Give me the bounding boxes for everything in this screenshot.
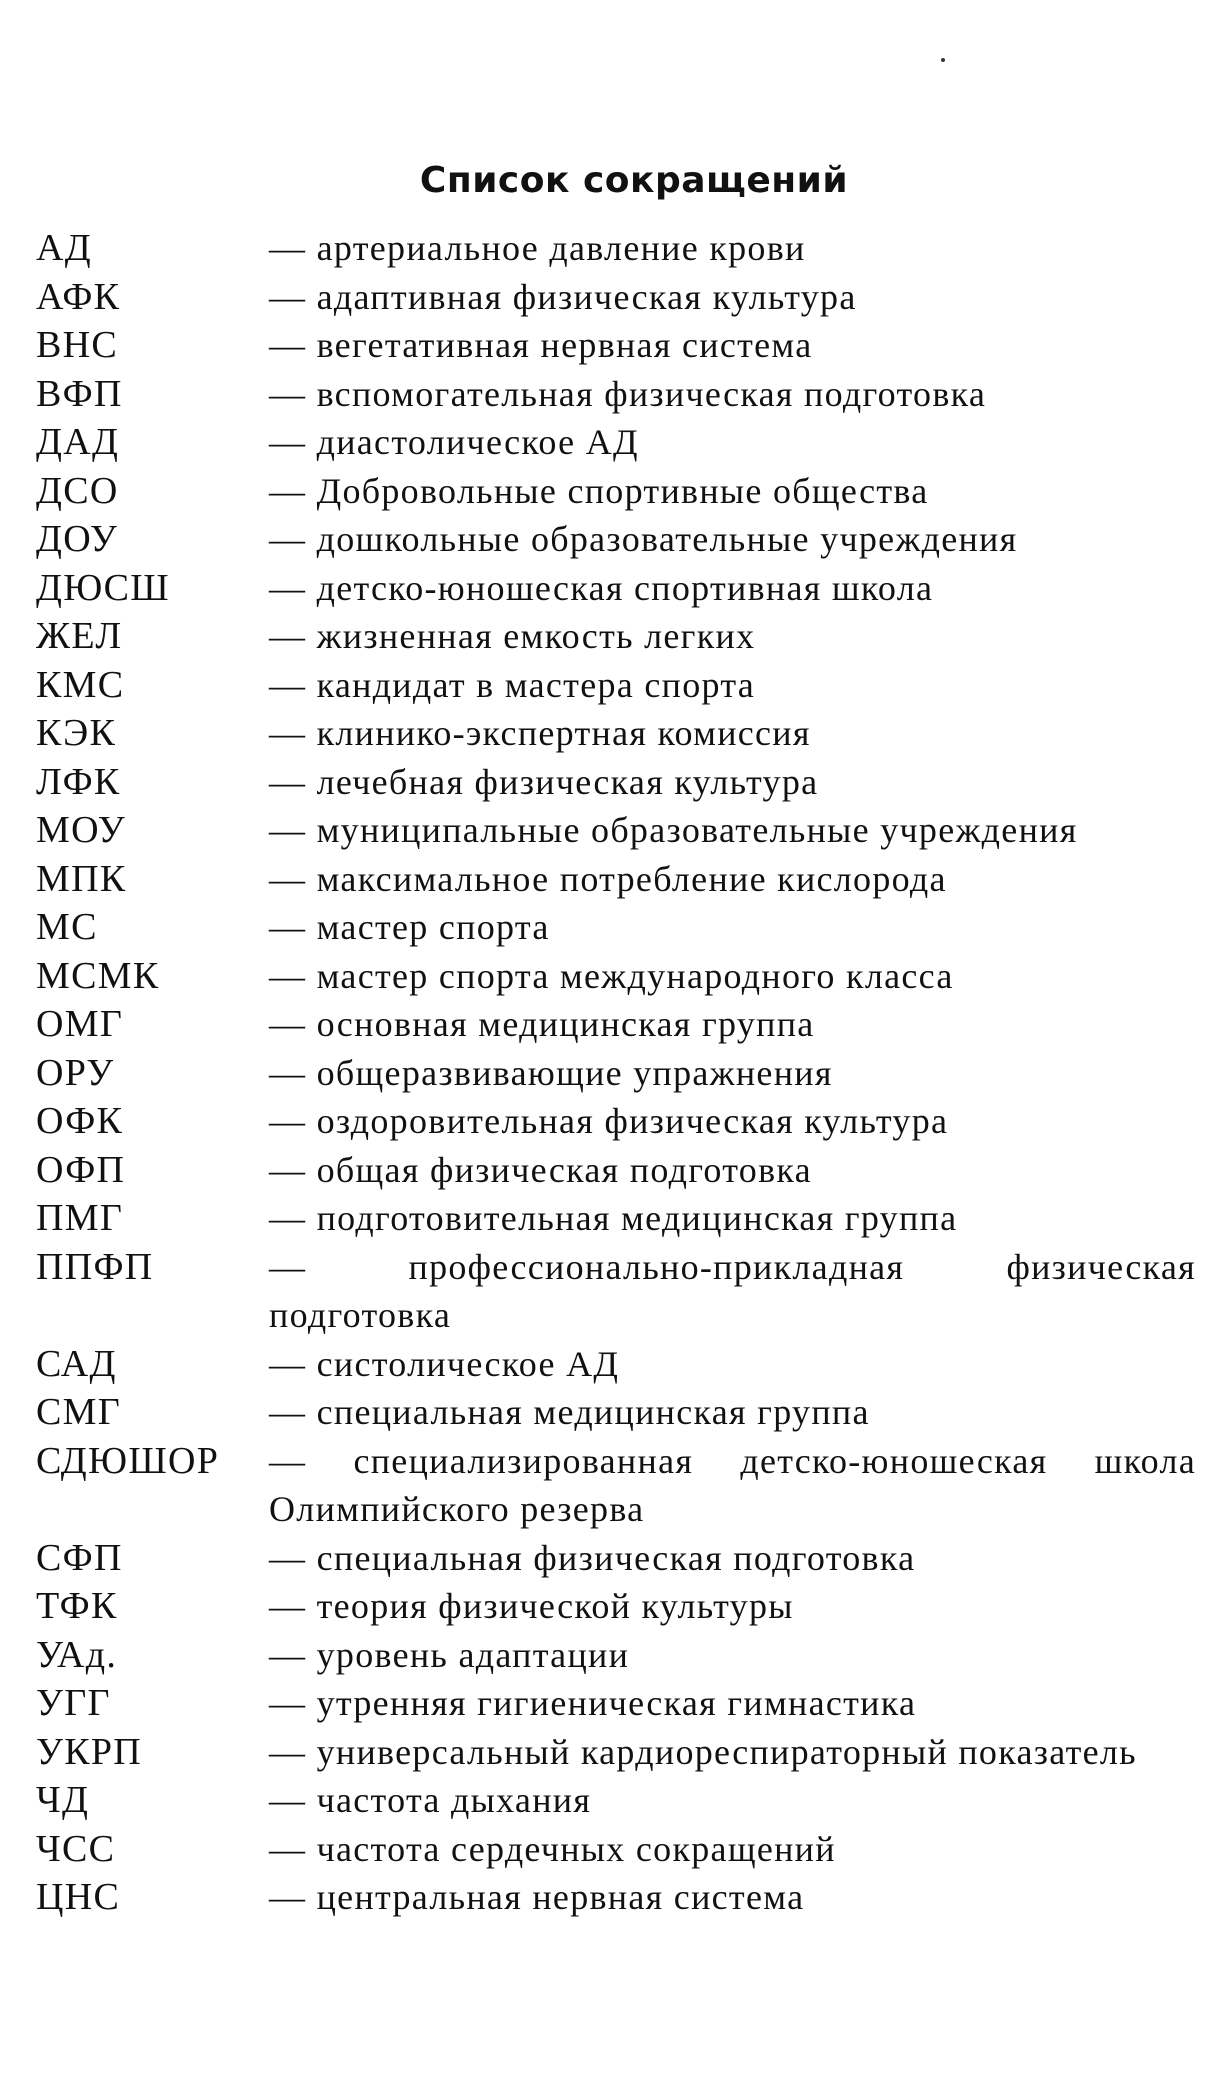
abbreviation-definition: — вспомогательная физическая подготовка bbox=[269, 373, 987, 414]
abbreviation-row bbox=[36, 952, 1196, 1001]
abbreviation-row bbox=[36, 1194, 1196, 1243]
abbreviation-term: АД bbox=[36, 227, 92, 269]
abbreviation-row bbox=[36, 661, 1196, 710]
abbreviation-term: ПМГ bbox=[36, 1197, 124, 1239]
abbreviation-definition: — подготовительная медицинская группа bbox=[269, 1198, 958, 1238]
abbreviation-definition: — частота сердечных сокращений bbox=[269, 1828, 836, 1869]
abbreviation-term: УГГ bbox=[36, 1682, 111, 1724]
abbreviation-definition: — вегетативная нервная система bbox=[269, 325, 813, 365]
abbreviation-term: ДАД bbox=[36, 421, 120, 463]
abbreviation-row bbox=[36, 855, 1196, 904]
abbreviation-row bbox=[36, 1534, 1196, 1583]
abbreviation-row bbox=[36, 612, 1196, 661]
abbreviation-term: ОФК bbox=[36, 1100, 124, 1142]
abbreviation-term: ТФК bbox=[36, 1585, 118, 1627]
abbreviation-definition: — мастер спорта bbox=[269, 907, 550, 947]
abbreviation-row bbox=[36, 1728, 1196, 1777]
abbreviation-row bbox=[36, 224, 1196, 273]
abbreviation-term: ЧД bbox=[36, 1779, 90, 1821]
abbreviation-definition: — муниципальные образовательные учреждения bbox=[269, 810, 1078, 850]
abbreviation-term: МСМК bbox=[36, 954, 160, 997]
abbreviation-definition: — центральная нервная система bbox=[269, 1877, 805, 1917]
abbreviation-term: САД bbox=[36, 1342, 117, 1385]
abbreviation-row bbox=[36, 321, 1196, 370]
abbreviation-term: ОМГ bbox=[36, 1003, 124, 1045]
scan-speck bbox=[941, 58, 945, 62]
abbreviation-term: ДОУ bbox=[36, 518, 119, 560]
abbreviation-definition: — утренняя гигиеническая гимнастика bbox=[269, 1683, 917, 1723]
abbreviation-definition: — лечебная физическая культура bbox=[269, 761, 819, 802]
abbreviation-row bbox=[36, 1097, 1196, 1146]
abbreviation-definition: — кандидат в мастера спорта bbox=[269, 664, 756, 705]
abbreviation-term: ОФП bbox=[36, 1148, 126, 1191]
abbreviation-definition: — диастолическое АД bbox=[269, 422, 639, 462]
abbreviation-definition: — адаптивная физическая культура bbox=[269, 276, 857, 317]
abbreviation-definition: — артериальное давление крови bbox=[269, 228, 806, 268]
abbreviation-term: ЧСС bbox=[36, 1827, 116, 1870]
abbreviation-term: УАд. bbox=[36, 1633, 118, 1676]
abbreviation-definition: — общеразвивающие упражнения bbox=[269, 1052, 833, 1093]
abbreviation-row bbox=[36, 370, 1196, 419]
abbreviation-definition: — профессионально-прикладная физическая подготовка bbox=[269, 1246, 1196, 1335]
abbreviation-row bbox=[36, 1873, 1196, 1922]
abbreviation-row bbox=[36, 1340, 1196, 1389]
abbreviation-definition: — мастер спорта международного класса bbox=[269, 955, 954, 996]
abbreviation-row bbox=[36, 806, 1196, 855]
abbreviation-term: СМГ bbox=[36, 1391, 122, 1433]
abbreviation-definition: — общая физическая подготовка bbox=[269, 1149, 812, 1190]
abbreviation-term: ЛФК bbox=[36, 760, 121, 803]
abbreviation-term: ДЮСШ bbox=[36, 566, 170, 609]
abbreviation-row bbox=[36, 273, 1196, 322]
abbreviation-row bbox=[36, 1243, 1196, 1340]
abbreviation-row bbox=[36, 903, 1196, 952]
abbreviation-row bbox=[36, 1631, 1196, 1680]
abbreviation-definition: — оздоровительная физическая культура bbox=[269, 1101, 949, 1141]
abbreviation-term: КМС bbox=[36, 663, 125, 706]
abbreviation-definition: — специальная медицинская группа bbox=[269, 1392, 870, 1432]
abbreviation-term: МС bbox=[36, 906, 98, 948]
abbreviation-term: КЭК bbox=[36, 712, 117, 754]
abbreviation-row bbox=[36, 709, 1196, 758]
abbreviation-row bbox=[36, 1388, 1196, 1437]
abbreviation-row bbox=[36, 1437, 1196, 1534]
abbreviation-term: МОУ bbox=[36, 809, 126, 851]
abbreviation-row bbox=[36, 564, 1196, 613]
abbreviation-definition: — теория физической культуры bbox=[269, 1586, 794, 1626]
abbreviation-definition: — специализированная детско-юношеская школа Олимпийского резерва bbox=[269, 1440, 1196, 1529]
abbreviation-row bbox=[36, 1582, 1196, 1631]
abbreviation-term: МПК bbox=[36, 857, 127, 900]
abbreviation-row bbox=[36, 1679, 1196, 1728]
abbreviation-term: УКРП bbox=[36, 1730, 143, 1773]
abbreviation-definition: — дошкольные образовательные учреждения bbox=[269, 519, 1018, 559]
abbreviation-definition: — детско-юношеская спортивная школа bbox=[269, 567, 934, 608]
abbreviation-definition: — систолическое АД bbox=[269, 1343, 620, 1384]
abbreviation-row bbox=[36, 418, 1196, 467]
abbreviation-definition: — клинико-экспертная комиссия bbox=[269, 713, 811, 753]
abbreviation-term: СДЮШОР bbox=[36, 1439, 220, 1482]
abbreviation-term: ОРУ bbox=[36, 1051, 115, 1094]
abbreviation-definition: — специальная физическая подготовка bbox=[269, 1537, 916, 1578]
abbreviation-definition: — Добровольные спортивные общества bbox=[269, 470, 929, 511]
abbreviation-row bbox=[36, 515, 1196, 564]
abbreviation-definition: — универсальный кардиореспираторный показатель bbox=[269, 1731, 1137, 1772]
abbreviation-list bbox=[36, 224, 1196, 1922]
abbreviation-term: ДСО bbox=[36, 469, 119, 512]
abbreviation-term: ЖЕЛ bbox=[36, 615, 123, 657]
page-title: Список сокращений bbox=[419, 160, 849, 201]
abbreviation-term: ВНС bbox=[36, 324, 119, 366]
abbreviation-definition: — жизненная емкость легких bbox=[269, 616, 756, 656]
abbreviation-row bbox=[36, 758, 1196, 807]
abbreviation-definition: — основная медицинская группа bbox=[269, 1004, 815, 1044]
abbreviation-row bbox=[36, 1825, 1196, 1874]
abbreviation-row bbox=[36, 1000, 1196, 1049]
abbreviation-term: ППФП bbox=[36, 1245, 154, 1288]
abbreviation-row bbox=[36, 1776, 1196, 1825]
abbreviation-definition: — частота дыхания bbox=[269, 1780, 592, 1820]
abbreviation-row bbox=[36, 1146, 1196, 1195]
abbreviation-term: ВФП bbox=[36, 372, 123, 415]
abbreviation-row bbox=[36, 1049, 1196, 1098]
abbreviation-term: ЦНС bbox=[36, 1876, 121, 1918]
abbreviation-row bbox=[36, 467, 1196, 516]
abbreviation-term: СФП bbox=[36, 1536, 123, 1579]
abbreviation-definition: — уровень адаптации bbox=[269, 1634, 630, 1675]
abbreviation-term: АФК bbox=[36, 275, 121, 318]
abbreviation-definition: — максимальное потребление кислорода bbox=[269, 858, 947, 899]
